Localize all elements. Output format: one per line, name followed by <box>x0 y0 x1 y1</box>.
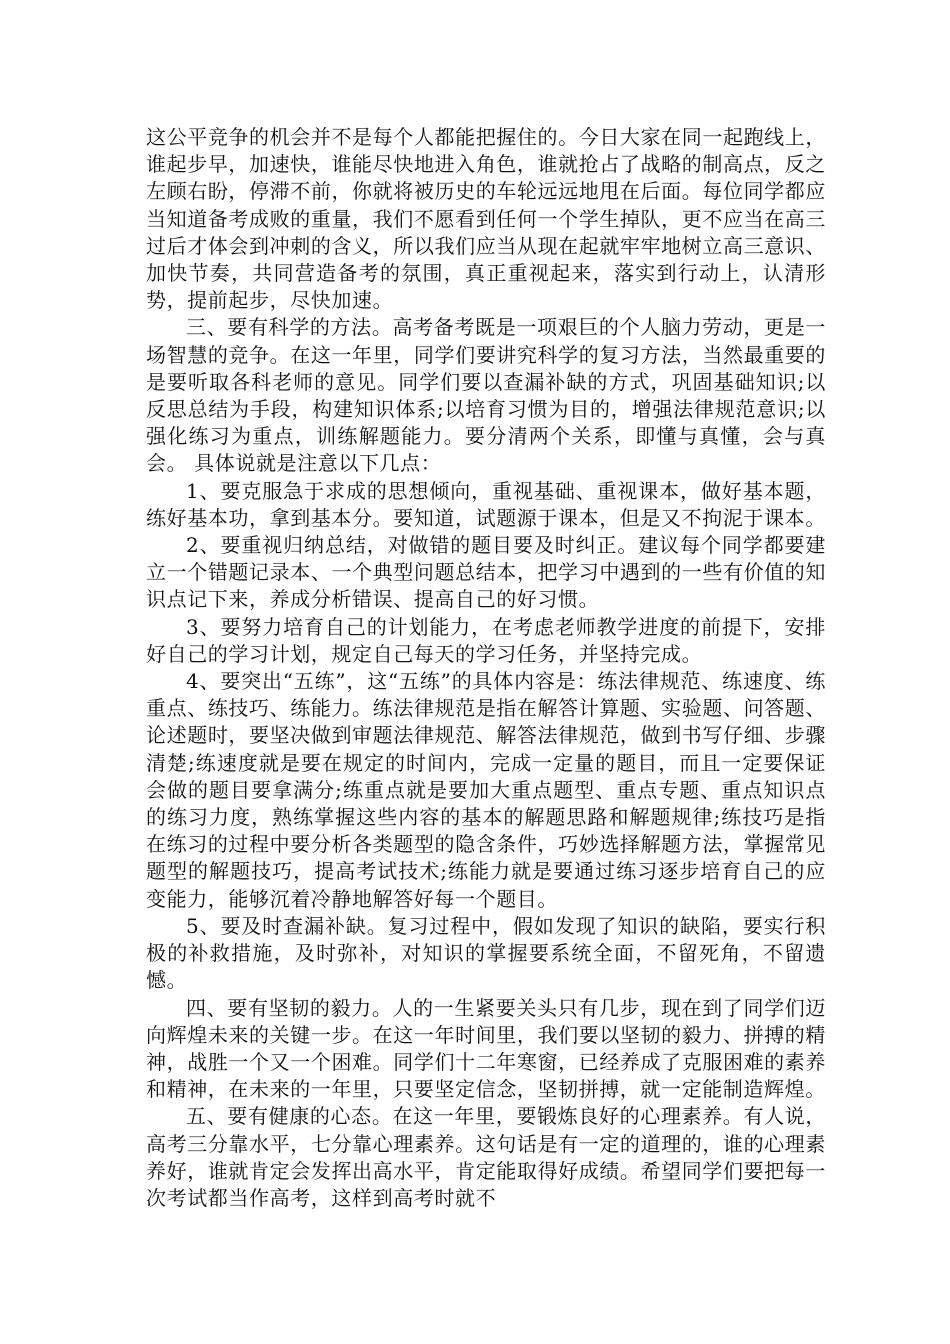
paragraph-perseverance: 四、要有坚韧的毅力。人的一生紧要关头只有几步，现在到了同学们迈向辉煌未来的关键一步。在这一年时间里，我们要以坚韧的毅力、拼搏的精神，战胜一个又一个困难。同学们十二年寒窗，已经养成了克服困难的素养和精神，在未来的一年里，只要坚定信念，坚韧拼搏，就一定能制造辉煌。 <box>146 995 826 1102</box>
paragraph-point-5: 5、要及时查漏补缺。复习过程中，假如发现了知识的缺陷，要实行积极的补救措施，及时弥补，对知识的掌握要系统全面，不留死角，不留遗憾。 <box>146 913 826 993</box>
paragraph-healthy-mindset: 五、要有健康的心态。在这一年里，要锻炼良好的心理素养。有人说，高考三分靠水平，七分靠心理素养。这句话是有一定的道理的，谁的心理素养好，谁就肯定会发挥出高水平，肯定能取得好成绩。希望同学们要把每一次考试都当作高考，这样到高考时就不 <box>146 1104 826 1210</box>
paragraph-scientific-method: 三、要有科学的方法。高考备考既是一项艰巨的个人脑力劳动，更是一场智慧的竞争。在这一年里，同学们要讲究科学的复习方法，当然最重要的是要听取各科老师的意见。同学们要以查漏补缺的方式，巩固基础知识;以反思总结为手段，构建知识体系;以培育习惯为目的，增强法律规范意识;以强化练习为重点，训练解题能力。要分清两个关系，即懂与真懂，会与真会。 具体说就是注意以下几点： <box>146 315 826 476</box>
paragraph-point-4: 4、要突出“五练”，这“五练”的具体内容是：练法律规范、练速度、练重点、练技巧、练能力。练法律规范是指在解答计算题、实验题、问答题、论述题时，要坚决做到审题法律规范、解答法律规范，做到书写仔细、步骤清楚;练速度就是要在规定的时间内，完成一定量的题目，而且一定要保证会做的题目要拿满分;练重点就是要加大重点题型、重点专题、重点知识点的练习力度，熟练掌握这些内容的基本的解题思路和解题规律;练技巧是指在练习的过程中要分析各类题型的隐含条件，巧妙选择解题方法，掌握常见题型的解题技巧，提高考试技术;练能力就是要通过练习逐步培育自己的应变能力，能够沉着冷静地解答好每一个题目。 <box>146 669 826 911</box>
paragraph-point-3: 3、要努力培育自己的计划能力，在考虑老师教学进度的前提下，安排好自己的学习计划，规定自己每天的学习任务，并坚持完成。 <box>146 614 826 666</box>
paragraph-point-2: 2、要重视归纳总结，对做错的题目要及时纠正。建议每个同学都要建立一个错题记录本、一个典型问题总结本，把学习中遇到的一些有价值的知识点记下来，养成分析错误、提高自己的好习惯。 <box>146 533 826 612</box>
document-page <box>146 124 826 1212</box>
paragraph-intro: 这公平竞争的机会并不是每个人都能把握住的。今日大家在同一起跑线上，谁起步早，加速快，谁能尽快地进入角色，谁就抢占了战略的制高点，反之左顾右盼，停滞不前，你就将被历史的车轮远远地甩在后面。每位同学都应当知道备考成败的重量，我们不愿看到任何一个学生掉队，更不应当在高三过后才体会到冲刺的含义，所以我们应当从现在起就牢牢地树立高三意识、加快节奏，共同营造备考的氛围，真正重视起来，落实到行动上，认清形势，提前起步，尽快加速。 <box>146 125 826 313</box>
paragraph-point-1: 1、要克服急于求成的思想倾向，重视基础、重视课本，做好基本题，练好基本功，拿到基本分。要知道，试题源于课本，但是又不拘泥于课本。 <box>146 478 826 530</box>
